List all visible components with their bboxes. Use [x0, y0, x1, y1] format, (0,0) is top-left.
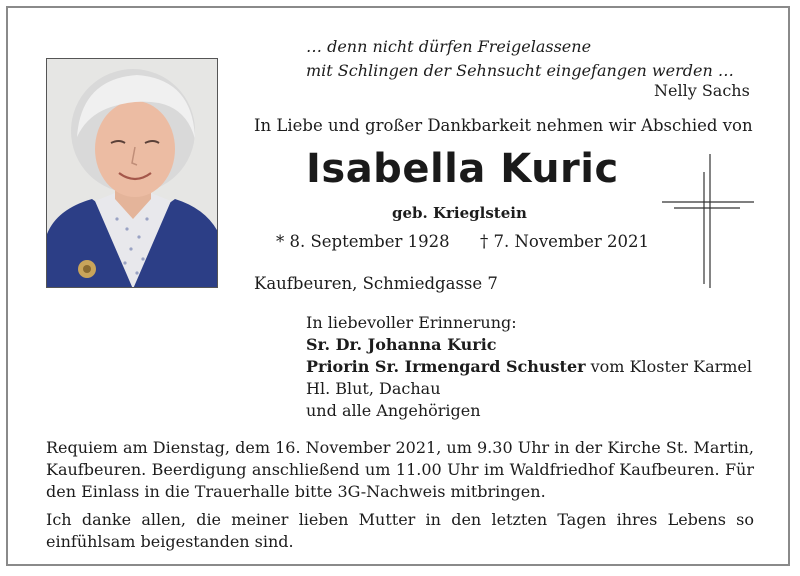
mourner-2	[306, 357, 752, 376]
cross-icon	[660, 152, 756, 292]
maiden-name: geb. Krieglstein	[392, 204, 527, 222]
mourner-2-name: Priorin Sr. Irmengard Schuster	[306, 357, 586, 376]
deceased-name: Isabella Kuric	[306, 146, 619, 192]
thanks-paragraph: Ich danke allen, die meiner lieben Mutter in den letzten Tagen ihres Lebens so einfühlsam beigestanden sind.	[46, 510, 754, 551]
address: Kaufbeuren, Schmiedgasse 7	[254, 274, 498, 293]
portrait-photo	[46, 58, 218, 288]
mourner-2-suffix: vom Kloster Karmel	[585, 357, 753, 376]
mourner-1	[306, 335, 497, 354]
mourners-heading: In liebevoller Erinnerung:	[306, 313, 517, 332]
portrait-illustration	[47, 59, 218, 288]
intro-text: In Liebe und großer Dankbarkeit nehmen wir Abschied von	[254, 116, 753, 135]
mourner-2-location: Hl. Blut, Dachau	[306, 379, 441, 398]
requiem-paragraph: Requiem am Dienstag, dem 16. November 2021, um 9.30 Uhr in der Kirche St. Martin, Kaufbeuren. Beerdigung anschließend um 11.00 Uhr im Waldfriedhof Kaufbeuren. Für den Einlass in die Trauerhalle bitte 3G-Nachweis mitbringen.	[46, 438, 754, 501]
mourner-1-name: Sr. Dr. Johanna Kuric	[306, 335, 497, 354]
quote-author: Nelly Sachs	[654, 81, 750, 100]
quote-line-2: mit Schlingen der Sehnsucht eingefangen werden …	[306, 61, 734, 80]
quote-line-1: … denn nicht dürfen Freigelassene	[306, 37, 592, 56]
birth-date: * 8. September 1928	[276, 232, 450, 251]
mourners-relatives: und alle Angehörigen	[306, 401, 481, 420]
death-date: † 7. November 2021	[480, 232, 650, 251]
